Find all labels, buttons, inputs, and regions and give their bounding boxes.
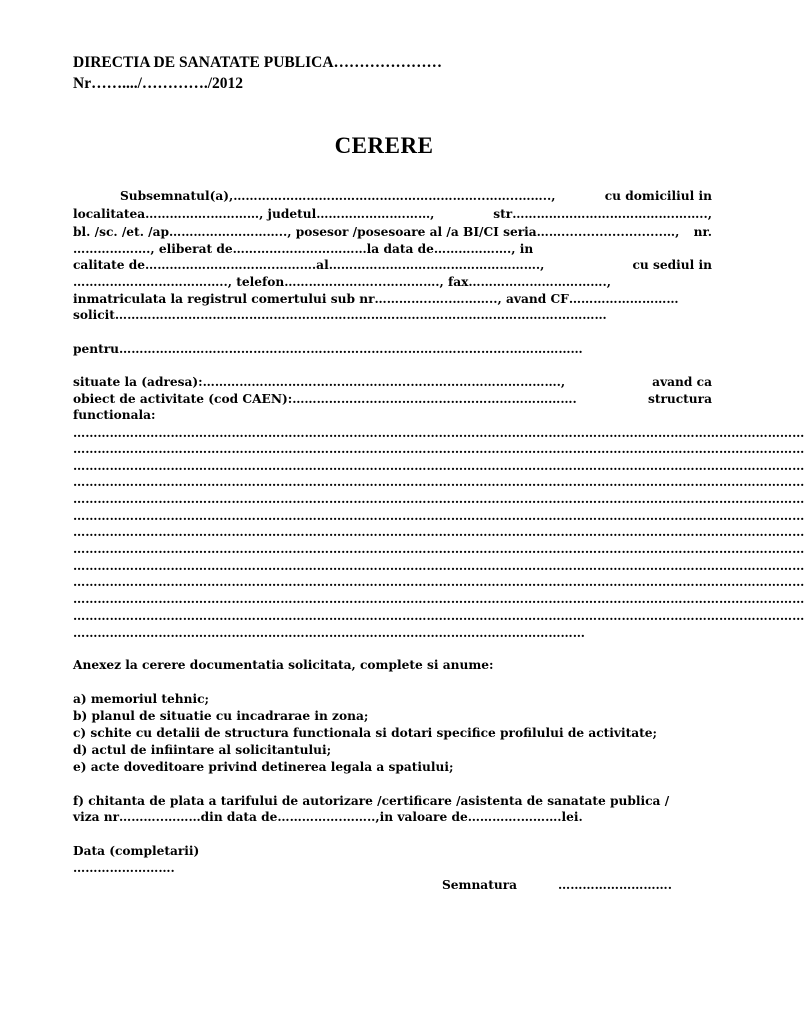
anexa-f-line-1: f) chitanta de plata a tarifului de autorizare /certificare /asistenta de sanatate publica / (73, 794, 670, 808)
anexe-intro: Anexez la cerere documentatia solicitata, complete si anume: (73, 658, 494, 672)
form-line-11 (73, 391, 712, 407)
form-line-8: solicit……………………………………………………………………………………………….………… (73, 308, 607, 322)
form-line-1-text: Subsemnatul(a),……………………………………………………..……..…….., (120, 189, 556, 203)
blank-line: ……………………………………………………………………………………………………………………………………………………………… (73, 426, 804, 440)
form-line-2 (73, 206, 712, 222)
document-title: CERERE (334, 133, 434, 158)
anexa-a: a) memoriul tehnic; (73, 692, 210, 706)
blank-line: ……………………………………………………………………………………………………………………………………………………………… (73, 509, 804, 523)
semnatura-label: Semnatura (442, 878, 518, 892)
form-line-4: ………………., eliberat de……………………………la data de………………., in (73, 242, 534, 256)
blank-line: ……………………………………………………………………………………………………………………………………………………………… (73, 475, 804, 489)
blank-line: ……………………………………………………………………………………………………………………………………………………………… (73, 559, 804, 573)
blank-line: ……………………………………………………………………………………………………………………………………………………………… (73, 492, 804, 506)
form-line-2-end: str………………………………….…….., (493, 207, 712, 221)
form-line-5-end: cu sediul in (632, 258, 712, 272)
blank-line: ……………………………………………………………………………………………………………………………………………………………… (73, 592, 804, 606)
form-line-6: ……………………………….., telefon…………………....…………., fax……………………………., (73, 275, 611, 289)
anexa-b: b) planul de situatie cu incadrarae in zona; (73, 709, 369, 723)
form-line-5 (73, 257, 712, 273)
form-line-11-end: structura (647, 392, 712, 406)
anexa-c: c) schite cu detalii de structura functionala si dotari specifice profilului de activitate; (73, 726, 658, 740)
form-line-12: functionala: (73, 408, 156, 422)
form-line-5-text: calitate de…………………………..……….al……………………………………………., (73, 258, 545, 272)
form-line-7: inmatriculata la registrul comertului sub nr…………..…..……….., avand CF……………………… (73, 292, 679, 306)
blank-line-last: ……………………………………………………………………………………………………………… (73, 626, 585, 640)
form-line-3-end: nr. (693, 225, 712, 239)
semnatura-line: ………………………. (558, 878, 672, 892)
anexa-f-line-2: viza nr………..………din data de…………….……..,in valoare de………….……….lei. (73, 810, 583, 824)
blank-line: ……………………………………………………………………………………………………………………………………………………………… (73, 609, 804, 623)
form-line-10-text: situate la (adresa):……………………….…………………..………………………………., (73, 375, 566, 389)
form-line-10-end: avand ca (652, 375, 712, 389)
blank-line: ……………………………………………………………………………………………………………………………………………………………… (73, 459, 804, 473)
anexa-e: e) acte doveditoare privind detinerea legala a spatiului; (73, 760, 454, 774)
blank-line: ……………………………………………………………………………………………………………………………………………………………… (73, 575, 804, 589)
data-completarii-label: Data (completarii) (73, 844, 200, 858)
document-number: Nr……..../…………./2012 (73, 75, 244, 92)
form-line-3-text: bl. /sc. /et. /ap……………………….., posesor /posesoare al /a BI/CI seria……........................…, (73, 225, 680, 239)
form-line-1-end: cu domiciliul in (604, 189, 712, 203)
form-line-9: pentru………………………………………..………………………………………….……………… (73, 342, 583, 356)
form-line-1 (120, 188, 712, 204)
form-line-3 (73, 224, 712, 240)
form-line-11-text: obiect de activitate (cod CAEN):……………………………………………………………. (73, 392, 577, 406)
data-completarii-line: ……………………. (73, 861, 175, 875)
blank-line: ……………………………………………………………………………………………………………………………………………………………… (73, 525, 804, 539)
form-line-10 (73, 374, 712, 390)
blank-line: ……………………………………………………………………………………………………………………………………………………………… (73, 442, 804, 456)
form-line-2-text: localitatea…………….…………, judetul………………….……, (73, 207, 435, 221)
anexa-d: d) actul de infiintare al solicitantului; (73, 743, 332, 757)
blank-line: ……………………………………………………………………………………………………………………………………………………………… (73, 542, 804, 556)
directia-header: DIRECTIA DE SANATATE PUBLICA………………… (73, 54, 443, 71)
